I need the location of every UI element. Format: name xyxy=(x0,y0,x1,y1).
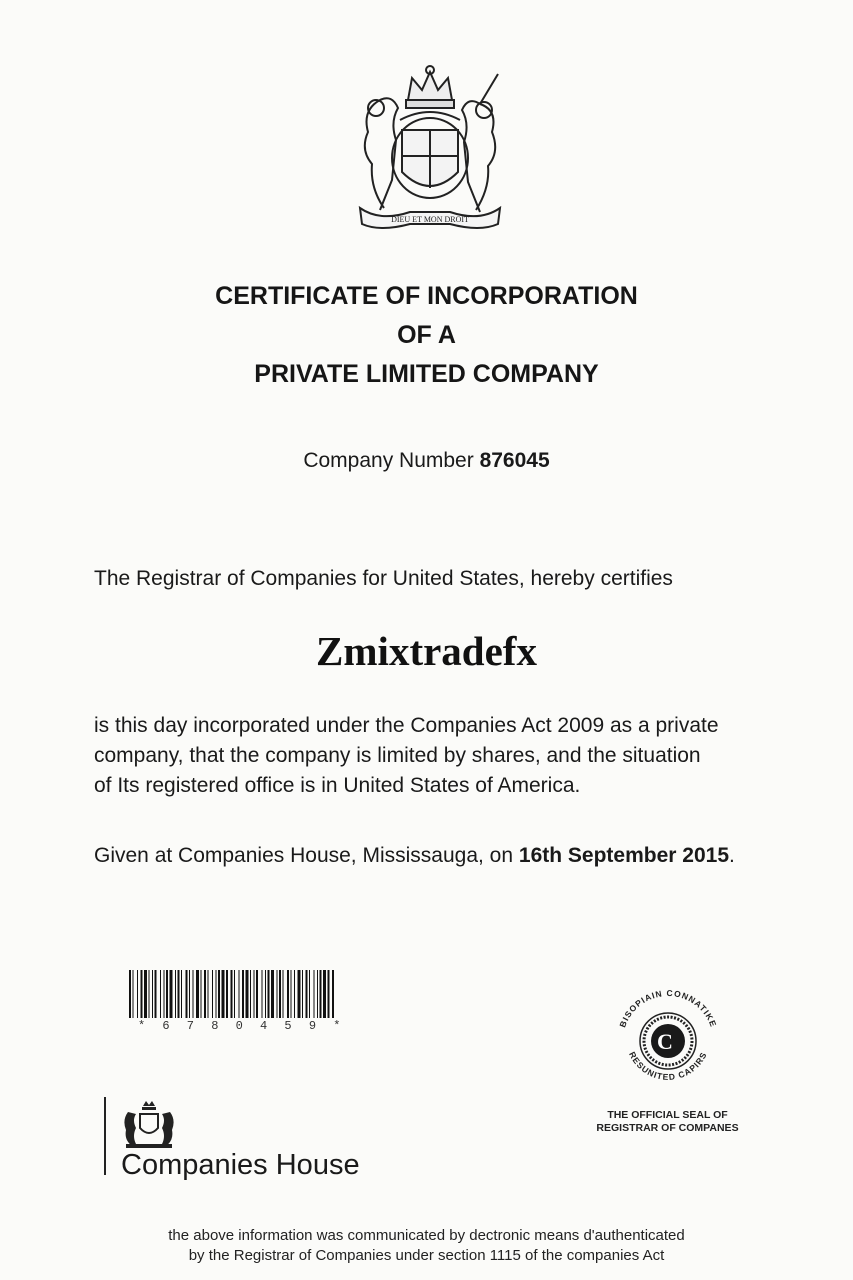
company-name: Zmixtradefx xyxy=(316,628,537,674)
footer-note xyxy=(0,1226,853,1266)
brand-divider xyxy=(104,1097,106,1175)
given-statement xyxy=(94,844,735,868)
certifies-statement: The Registrar of Companies for United States, hereby certifies xyxy=(94,567,673,590)
body-line-2: company, that the company is limited by shares, and the situation xyxy=(94,744,701,767)
certificate-title xyxy=(0,277,853,394)
seal-ring-top: BISOPIAIN CONNATIKE xyxy=(617,987,719,1029)
barcode-icon xyxy=(127,970,337,1022)
title-line-3: PRIVATE LIMITED COMPANY xyxy=(254,360,599,388)
footer-line-1: the above information was communicated by dectronic means d'authenticated xyxy=(168,1227,685,1244)
royal-crest-icon xyxy=(340,60,520,230)
svg-text:BISOPIAIN CONNATIKE xyxy=(617,988,718,1029)
crest-motto: DIEU ET MON DROIT xyxy=(391,215,469,224)
company-number-label: Company Number xyxy=(303,449,474,472)
seal-ring-bottom: RESUNITED CAPIRS xyxy=(627,1050,709,1083)
company-number-value: 876045 xyxy=(479,449,550,472)
incorporation-paragraph xyxy=(94,711,814,801)
title-line-1: CERTIFICATE OF INCORPORATION xyxy=(215,282,638,310)
given-date: 16th September 2015 xyxy=(518,844,729,867)
body-line-1: is this day incorporated under the Companies Act 2009 as a private xyxy=(94,714,719,737)
body-line-3: of Its registered office is in United States of America. xyxy=(94,774,581,797)
seal-caption-line-2: REGISTRAR OF COMPANES xyxy=(596,1122,739,1134)
companies-house-crest-icon xyxy=(118,1100,180,1150)
company-number-line xyxy=(0,449,853,473)
seal-caption-line-1: THE OFFICIAL SEAL OF xyxy=(607,1109,728,1121)
title-line-2: OF A xyxy=(397,321,456,349)
barcode-digits: * 6 7 8 0 4 5 9 * xyxy=(138,1019,346,1033)
official-seal-icon xyxy=(605,975,730,1100)
seal-caption xyxy=(580,1109,755,1135)
given-prefix: Given at Companies House, Mississauga, on xyxy=(94,844,514,867)
companies-house-wordmark: Companies House xyxy=(121,1149,360,1181)
seal-center-glyph: C xyxy=(657,1029,673,1054)
given-suffix: . xyxy=(729,844,735,867)
footer-line-2: by the Registrar of Companies under section 1115 of the companies Act xyxy=(188,1247,665,1264)
